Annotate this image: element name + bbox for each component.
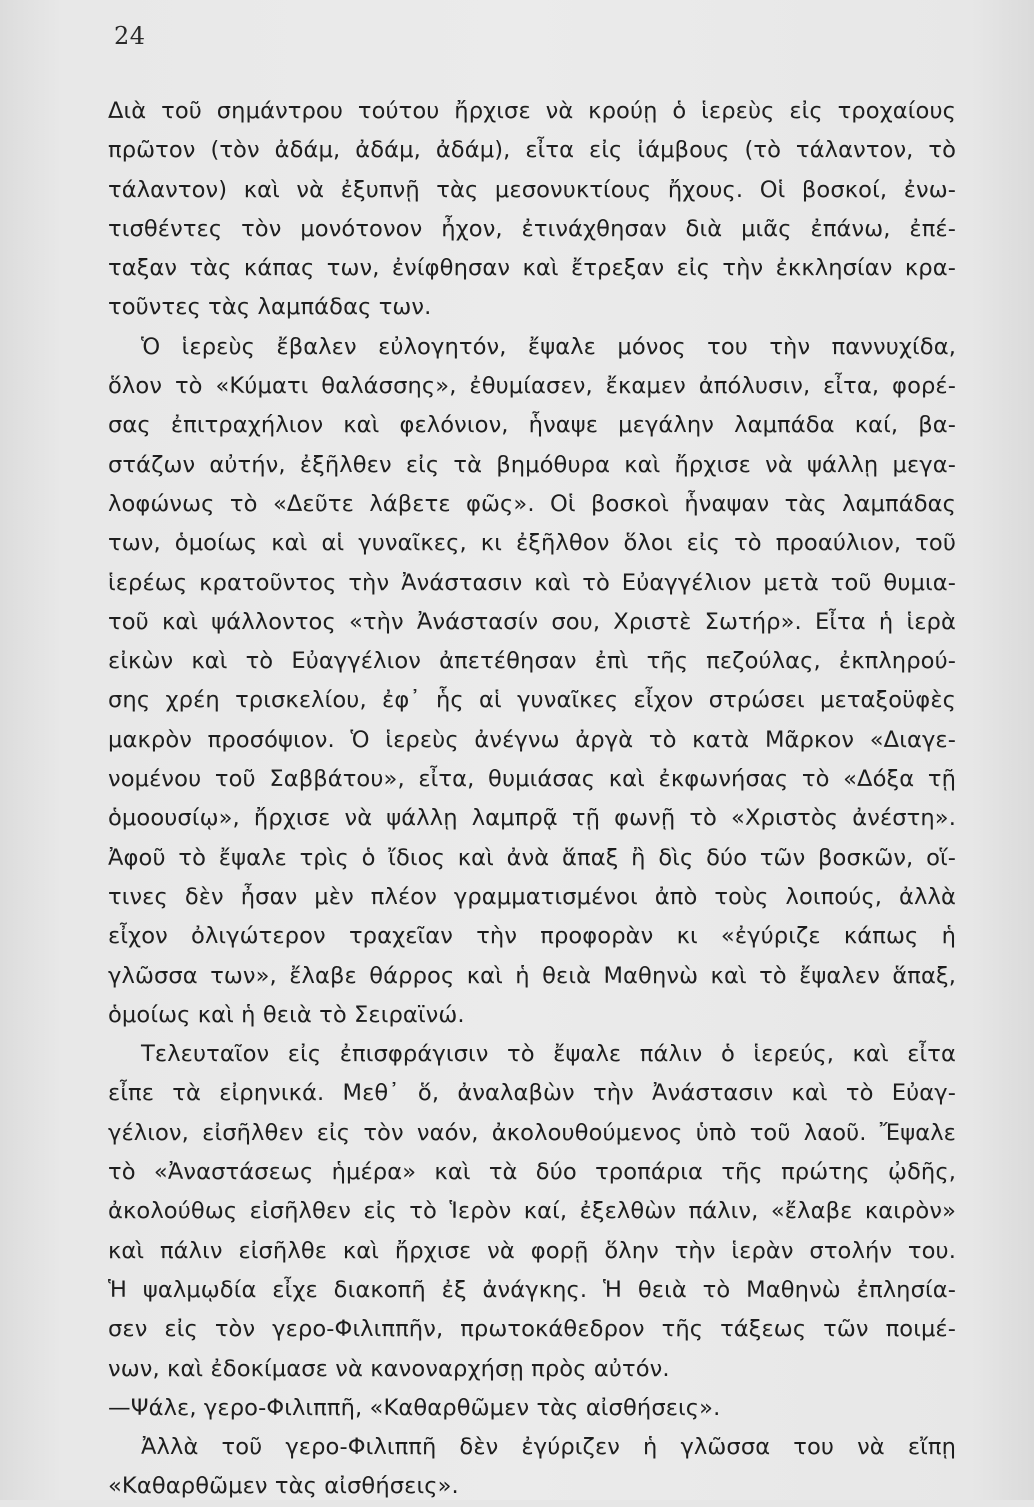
text-line: νομένου τοῦ Σαββάτου», εἶτα, θυμιάσας καὶ ἐκφωνήσας τὸ «Δόξα τῇ (108, 766, 956, 793)
text-line: τοῦ καὶ ψάλλοντος «τὴν Ἀνάστασίν σου, Χριστὲ Σωτήρ». Εἶτα ἡ ἱερὰ (108, 608, 956, 635)
text-line: —Ψάλε, γερο-Φιλιππῆ, «Καθαρθῶμεν τὰς αἰσθήσεις». (108, 1394, 721, 1421)
text-line: νων, καὶ ἐδοκίμασε νὰ κανοναρχήσῃ πρὸς αὐτόν. (108, 1355, 670, 1382)
text-line: εἰκὼν καὶ τὸ Εὐαγγέλιον ἀπετέθησαν ἐπὶ τῆς πεζούλας, ἐκπληρού- (108, 648, 956, 675)
text-line: τοῦντες τὰς λαμπάδας των. (108, 294, 432, 321)
text-line: καὶ πάλιν εἰσῆλθε καὶ ἤρχισε νὰ φορῇ ὅλην τὴν ἱερὰν στολήν του. (108, 1237, 956, 1264)
text-line: πρῶτον (τὸν ἀδάμ, ἀδάμ, ἀδάμ), εἶτα εἰς ἰάμβους (τὸ τάλαντον, τὸ (108, 137, 956, 164)
text-line: γλῶσσα των», ἔλαβε θάρρος καὶ ἡ θειὰ Μαθηνὼ καὶ τὸ ἔψαλεν ἅπαξ, (108, 962, 956, 989)
text-line: τάλαντον) καὶ νὰ ἐξυπνῇ τὰς μεσονυκτίους ἤχους. Οἱ βοσκοί, ἐνω- (108, 176, 956, 203)
text-line: τισθέντες τὸν μονότονον ἦχον, ἐτινάχθησαν διὰ μιᾶς ἐπάνω, ἐπέ- (108, 215, 956, 242)
page-number: 24 (114, 22, 146, 50)
text-line: Διὰ τοῦ σημάντρου τούτου ἤρχισε νὰ κρούῃ ὁ ἱερεὺς εἰς τροχαίους (108, 98, 956, 124)
text-line: ταξαν τὰς κάπας των, ἐνίφθησαν καὶ ἔτρεξαν εἰς τὴν ἐκκλησίαν κρα- (108, 255, 956, 282)
text-line: τὸ «Ἀναστάσεως ἡμέρα» καὶ τὰ δύο τροπάρια τῆς πρώτης ᾠδῆς, (108, 1159, 956, 1186)
text-line: Ἀλλὰ τοῦ γερο-Φιλιππῆ δὲν ἐγύριζεν ἡ γλῶσσα του νὰ εἴπῃ (141, 1434, 956, 1461)
text-line: εἶπε τὰ εἰρηνικά. Μεθ᾽ ὅ, ἀναλαβὼν τὴν Ἀνάστασιν καὶ τὸ Εὐαγ- (108, 1080, 956, 1107)
text-line: των, ὁμοίως καὶ αἱ γυναῖκες, κι ἐξῆλθον ὅλοι εἰς τὸ προαύλιον, τοῦ (108, 530, 956, 557)
text-line: εἶχον ὀλιγώτερον τραχεῖαν τὴν προφορὰν κι «ἐγύριζε κάπως ἡ (108, 923, 956, 950)
text-line: τινες δὲν ἦσαν μὲν πλέον γραμματισμένοι ἀπὸ τοὺς λοιπούς, ἀλλὰ (108, 883, 956, 910)
text-line: ὅλον τὸ «Κύματι θαλάσσης», ἐθυμίασεν, ἔκαμεν ἀπόλυσιν, εἶτα, φορέ- (108, 373, 956, 400)
text-line: «Καθαρθῶμεν τὰς αἰσθήσεις». (108, 1473, 459, 1500)
text-line: ἱερέως κρατοῦντος τὴν Ἀνάστασιν καὶ τὸ Εὐαγγέλιον μετὰ τοῦ θυμια- (108, 569, 956, 596)
text-line: σης χρέη τρισκελίου, ἐφ᾽ ἧς αἱ γυναῖκες εἶχον στρώσει μεταξοϋφὲς (108, 687, 956, 714)
text-line: Ἀφοῦ τὸ ἔψαλε τρὶς ὁ ἴδιος καὶ ἀνὰ ἅπαξ ἢ δὶς δύο τῶν βοσκῶν, οἵ- (108, 844, 956, 871)
text-line: ὁμοίως καὶ ἡ θειὰ τὸ Σειραϊνώ. (108, 1001, 465, 1028)
text-line: σας ἐπιτραχήλιον καὶ φελόνιον, ἧναψε μεγάλην λαμπάδα καί, βα- (108, 412, 956, 439)
body-text (108, 92, 956, 1507)
text-line: λοφώνως τὸ «Δεῦτε λάβετε φῶς». Οἱ βοσκοὶ ἧναψαν τὰς λαμπάδας (108, 490, 956, 517)
text-line: ὁμοουσίῳ», ἤρχισε νὰ ψάλλῃ λαμπρᾷ τῇ φωνῇ τὸ «Χριστὸς ἀνέστη». (108, 805, 956, 832)
text-line: γέλιον, εἰσῆλθεν εἰς τὸν ναόν, ἀκολουθούμενος ὑπὸ τοῦ λαοῦ. Ἔψαλε (108, 1119, 956, 1146)
text-line: Τελευταῖον εἰς ἐπισφράγισιν τὸ ἔψαλε πάλιν ὁ ἱερεύς, καὶ εἶτα (141, 1041, 956, 1068)
text-line: Ἡ ψαλμῳδία εἶχε διακοπῆ ἐξ ἀνάγκης. Ἡ θειὰ τὸ Μαθηνὼ ἐπλησία- (108, 1276, 956, 1303)
text-line: σεν εἰς τὸν γερο-Φιλιππῆν, πρωτοκάθεδρον τῆς τάξεως τῶν ποιμέ- (108, 1316, 956, 1343)
text-line: ἀκολούθως εἰσῆλθεν εἰς τὸ Ἱερὸν καί, ἐξελθὼν πάλιν, «ἔλαβε καιρὸν» (108, 1198, 956, 1225)
text-line: Ὁ ἱερεὺς ἔβαλεν εὐλογητόν, ἔψαλε μόνος του τὴν παννυχίδα, (141, 333, 956, 360)
text-line: στάζων αὐτήν, ἐξῆλθεν εἰς τὰ βημόθυρα καὶ ἤρχισε νὰ ψάλλῃ μεγα- (108, 451, 956, 478)
text-line: μακρὸν προσόψιον. Ὁ ἱερεὺς ἀνέγνω ἀργὰ τὸ κατὰ Μᾶρκον «Διαγε- (108, 726, 956, 753)
